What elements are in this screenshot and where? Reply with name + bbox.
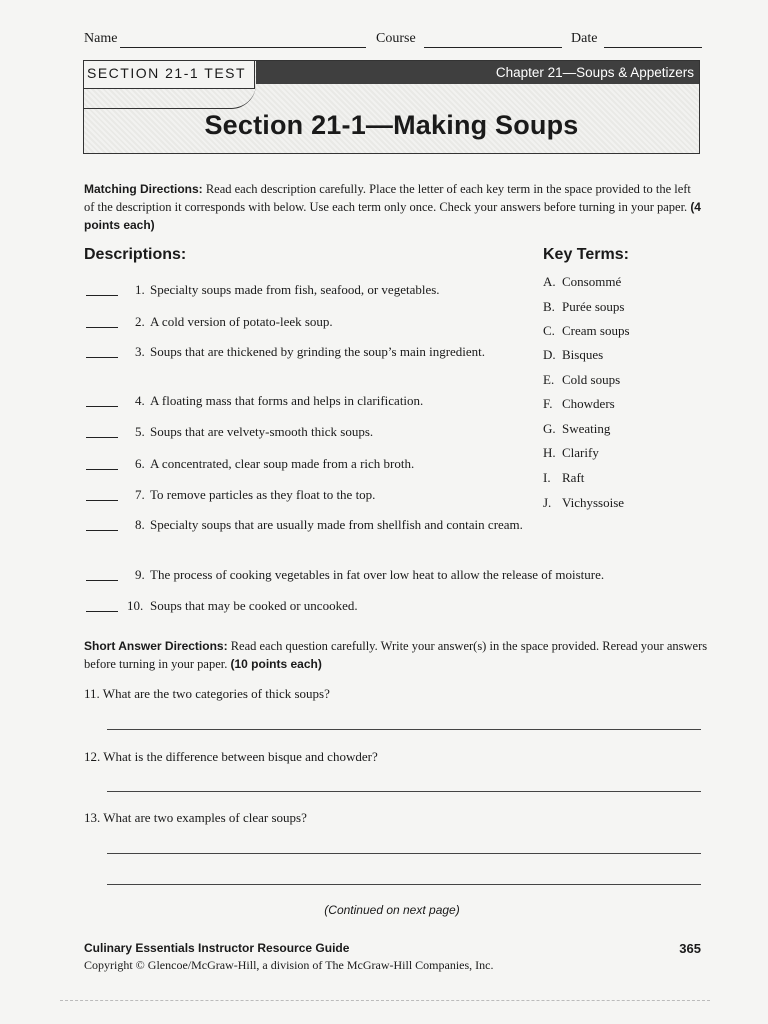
item-description: Soups that are thickened by grinding the soup’s main ingredient. xyxy=(150,344,486,359)
answer-blank-6[interactable] xyxy=(86,469,118,470)
key-terms-heading: Key Terms: xyxy=(543,246,629,263)
item-number: 9. xyxy=(135,567,145,582)
page-title: Section 21-1—Making Soups xyxy=(204,110,579,140)
item-number: 5. xyxy=(135,424,145,439)
answer-blank-4[interactable] xyxy=(86,406,118,407)
date-field[interactable] xyxy=(604,47,702,48)
item-number: 2. xyxy=(135,314,145,329)
key-term: Vichyssoise xyxy=(562,495,625,510)
key-term-letter: B. xyxy=(543,299,555,314)
item-description: A cold version of potato-leek soup. xyxy=(150,314,333,329)
page-number: 365 xyxy=(679,941,701,956)
course-field[interactable] xyxy=(424,47,562,48)
course-label: Course xyxy=(376,31,416,46)
item-description: To remove particles as they float to the top. xyxy=(150,487,376,502)
item-number: 1. xyxy=(135,282,145,297)
key-term: Consommé xyxy=(562,274,622,289)
answer-blank-7[interactable] xyxy=(86,500,118,501)
tab-curve-decoration xyxy=(84,84,256,109)
key-term-letter: C. xyxy=(543,323,555,338)
answer-blank-3[interactable] xyxy=(86,357,118,358)
continued-note: (Continued on next page) xyxy=(324,903,460,917)
key-term-letter: A. xyxy=(543,274,556,289)
key-term: Raft xyxy=(562,470,585,485)
key-term: Cream soups xyxy=(562,323,630,338)
matching-directions: Matching Directions: Read each description carefully. Place the letter of each key term in the space provided to the left of the description it corresponds with below. Use each term only once. Check your answers before turning in your paper. (4 points each) xyxy=(84,182,701,232)
copyright: Copyright © Glencoe/McGraw-Hill, a division of The McGraw-Hill Companies, Inc. xyxy=(84,958,494,972)
key-term-letter: E. xyxy=(543,372,555,387)
item-number: 6. xyxy=(135,456,145,471)
descriptions-heading: Descriptions: xyxy=(84,246,187,263)
section-tag: SECTION 21-1 TEST xyxy=(84,61,255,89)
guide-title: Culinary Essentials Instructor Resource Guide xyxy=(84,941,350,955)
key-term: Clarify xyxy=(562,445,599,460)
answer-line-13b[interactable] xyxy=(107,884,701,885)
key-term-letter: H. xyxy=(543,445,556,460)
item-number: 7. xyxy=(135,487,145,502)
key-term: Bisques xyxy=(562,347,604,362)
key-term-letter: J. xyxy=(543,495,552,510)
item-number: 10. xyxy=(127,598,144,613)
item-description: A floating mass that forms and helps in clarification. xyxy=(150,393,424,408)
answer-blank-5[interactable] xyxy=(86,437,118,438)
question-12: 12. What is the difference between bisque and chowder? xyxy=(84,749,378,764)
answer-blank-8[interactable] xyxy=(86,530,118,531)
item-number: 3. xyxy=(135,344,145,359)
key-term: Chowders xyxy=(562,396,615,411)
answer-line-13a[interactable] xyxy=(107,853,701,854)
answer-blank-2[interactable] xyxy=(86,327,118,328)
key-term: Cold soups xyxy=(562,372,621,387)
item-description: A concentrated, clear soup made from a rich broth. xyxy=(150,456,415,471)
answer-line-12[interactable] xyxy=(107,791,701,792)
question-11: 11. What are the two categories of thick soups? xyxy=(84,686,330,701)
item-description: Specialty soups that are usually made from shellfish and contain cream. xyxy=(150,517,523,532)
short-answer-directions: Short Answer Directions: Read each question carefully. Write your answer(s) in the space provided. Reread your answers before turning in your paper. (10 points each) xyxy=(84,639,708,671)
key-term-letter: I. xyxy=(543,470,551,485)
key-term-letter: G. xyxy=(543,421,556,436)
key-term-letter: F. xyxy=(543,396,553,411)
question-13: 13. What are two examples of clear soups? xyxy=(84,810,307,825)
item-description: The process of cooking vegetables in fat over low heat to allow the release of moisture. xyxy=(150,567,605,582)
item-description: Specialty soups made from fish, seafood, or vegetables. xyxy=(150,282,440,297)
answer-blank-1[interactable] xyxy=(86,295,118,296)
date-label: Date xyxy=(571,31,598,46)
key-term: Purée soups xyxy=(562,299,625,314)
chapter-title: Chapter 21—Soups & Appetizers xyxy=(495,65,694,80)
answer-blank-9[interactable] xyxy=(86,580,118,581)
item-number: 4. xyxy=(135,393,145,408)
name-label: Name xyxy=(84,31,118,46)
key-term-letter: D. xyxy=(543,347,556,362)
answer-blank-10[interactable] xyxy=(86,611,118,612)
item-description: Soups that are velvety-smooth thick soups. xyxy=(150,424,374,439)
item-description: Soups that may be cooked or uncooked. xyxy=(150,598,358,613)
answer-line-11[interactable] xyxy=(107,729,701,730)
item-number: 8. xyxy=(135,517,145,532)
name-field[interactable] xyxy=(120,47,366,48)
scan-edge xyxy=(60,1000,710,1001)
key-term: Sweating xyxy=(562,421,611,436)
